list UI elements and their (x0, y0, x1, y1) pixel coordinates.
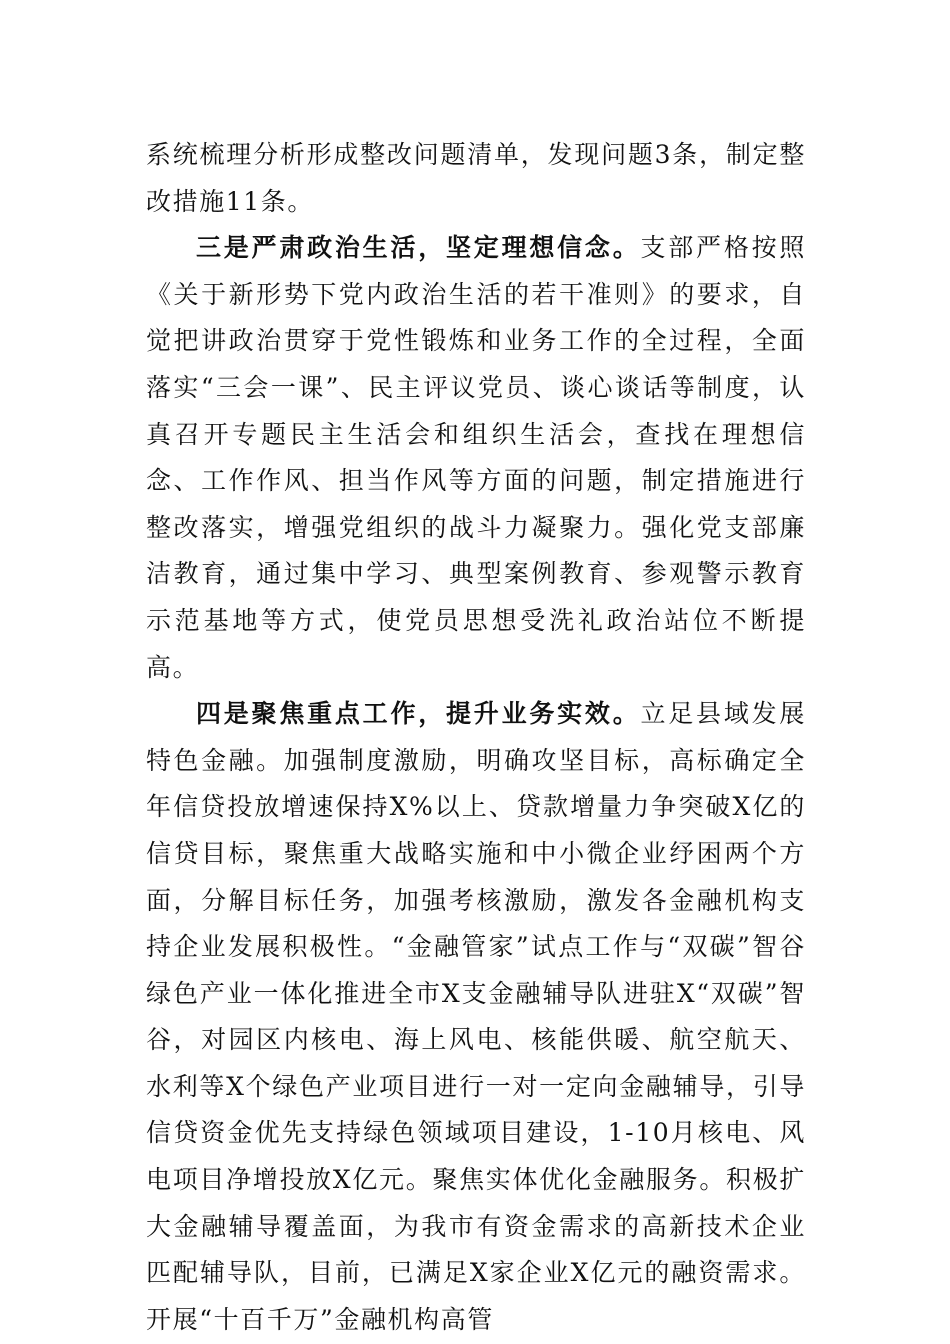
paragraph-section-three (146, 225, 806, 691)
document-body (146, 132, 806, 1343)
paragraph-heading: 三是严肃政治生活，坚定理想信念。 (196, 233, 641, 263)
paragraph-text: 支部严格按照《关于新形势下党内政治生活的若干准则》的要求，自觉把讲政治贯穿于党性锻炼和业务工作的全过程，全面落实“三会一课”、民主评议党员、谈心谈话等制度，认真召开专题民主生活会和组织生活会，查找在理想信念、工作作风、担当作风等方面的问题，制定措施进行整改落实，增强党组织的战斗力凝聚力。强化党支部廉洁教育，通过集中学习、典型案例教育、参观警示教育示范基地等方式，使党员思想受洗礼政治站位不断提高。 (146, 233, 806, 682)
paragraph-heading: 四是聚焦重点工作，提升业务实效。 (196, 699, 641, 729)
paragraph-section-four (146, 691, 806, 1343)
paragraph-text: 立足县域发展特色金融。加强制度激励，明确攻坚目标，高标确定全年信贷投放增速保持X%以上、贷款增量力争突破X亿的信贷目标，聚焦重大战略实施和中小微企业纾困两个方面，分解目标任务，加强考核激励，激发各金融机构支持企业发展积极性。“金融管家”试点工作与“双碳”智谷绿色产业一体化推进全市X支金融辅导队进驻X“双碳”智谷，对园区内核电、海上风电、核能供暖、航空航天、水利等X个绿色产业项目进行一对一定向金融辅导，引导信贷资金优先支持绿色领域项目建设，1-10月核电、风电项目净增投放X亿元。聚焦实体优化金融服务。积极扩大金融辅导覆盖面，为我市有资金需求的高新技术企业匹配辅导队，目前，已满足X家企业X亿元的融资需求。开展“十百千万”金融机构高管 (146, 699, 806, 1334)
paragraph-continuation (146, 132, 806, 225)
paragraph-text: 系统梳理分析形成整改问题清单，发现问题3条，制定整改措施11条。 (146, 140, 806, 216)
